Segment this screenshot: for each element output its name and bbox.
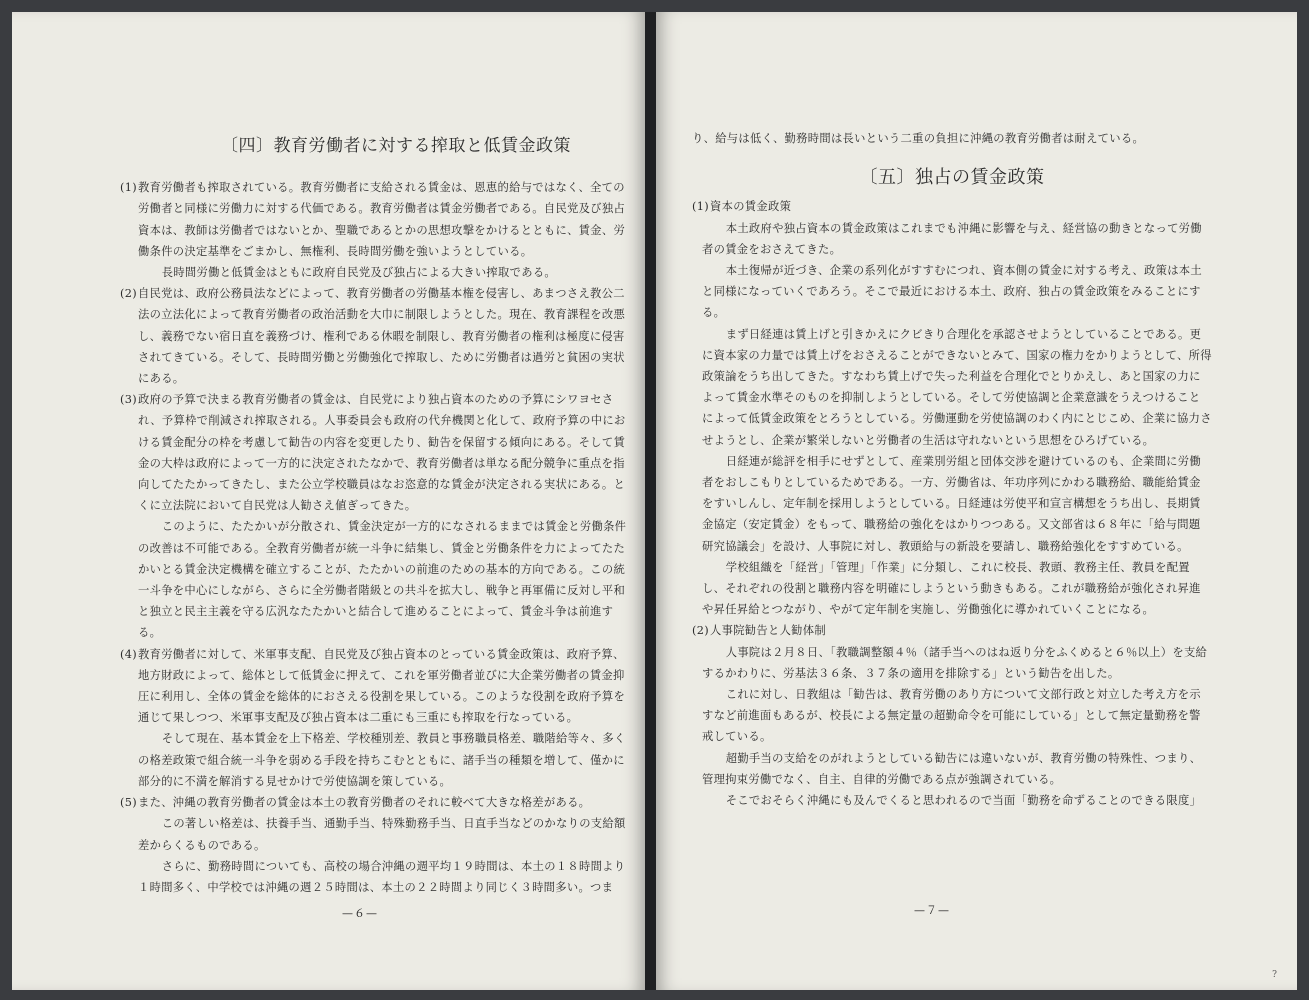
- subsection-number: (1): [692, 200, 709, 214]
- page-number: —６—: [342, 907, 378, 920]
- paragraph-text: また、沖縄の教育労働者の賃金は本土の教育労働者のそれに較べて大きな格差がある。: [138, 796, 591, 810]
- paragraph-text: 本土復帰が近づき、企業の系列化がすすむにつれ、資本側の賃金に対する考え、政策は本土と同様になっていくであろう。そこで最近における本土、政府、独占の賃金政策をみることにする。: [702, 264, 1202, 320]
- section-heading: 〔五〕独占の賃金政策: [859, 167, 1045, 189]
- right-sections: [692, 196, 1212, 811]
- continuation-text: り、給与は低く、勤務時間は長いという二重の負担に沖縄の教育労働者は耐えている。: [692, 132, 1145, 145]
- paragraph-text: まず日経連は賃上げと引きかえにクビきり合理化を承認させようとしていることである。更に資本家の力量では賃上げをおさえることができないとみて、国家の権力をかりようとして、所得政策論をうち出してきた。すなわち賃上げで失った利益を合理化でとりかえし、あと国家の力によって賃金水準そのものを抑制しようとしている。そして労使協調と企業意識をうえつけることによって低賃金政策をとろうとしている。労働運動を労使協調のわく内にとじこめ、企業に協力させようとし、企業が繁栄しないと労働者の生活は守れないという思想をひろげている。: [702, 327, 1212, 447]
- paragraph-text: 人事院は２月８日、「教職調整額４％（諸手当へのはね返り分をふくめると６％以上）を支給するかわりに、労基法３６条、３７条の適用を排除する」という勧告を出した。: [702, 645, 1208, 680]
- paragraph-number: (3): [120, 393, 137, 407]
- paragraph-text: 日経連が総評を相手にせずとして、産業別労組と団体交渉を避けているのも、企業間に労働者をおしこもりとしているためである。一方、労働省は、年功序列にかわる職務給、職能給賃金をすいしんし、定年制を採用しようとしている。日経連は労使平和宣言構想をうち出し、長期賃金協定（安定賃金）をもって、職務給の強化をはかりつつある。又文部省は６８年に「給与問題研究協議会」を設け、人事院に対し、教頭給与の新設を要請し、職務給強化をすすめている。: [702, 454, 1201, 553]
- paragraph-number: (5): [120, 796, 137, 810]
- numbered-paragraph: [120, 283, 632, 389]
- left-page-content: [120, 136, 632, 898]
- right-page: [656, 12, 1297, 990]
- section-heading: 〔四〕教育労働者に対する搾取と低賃金政策: [221, 136, 571, 156]
- left-page: [12, 12, 645, 990]
- page-number: —７—: [914, 904, 950, 917]
- numbered-paragraph: [120, 644, 632, 729]
- paragraph-text: 本土政府や独占資本の賃金政策はこれまでも沖縄に影響を与え、経営協の動きとなって労働者の賃金をおさえてきた。: [702, 221, 1202, 256]
- paragraph-text: これに対し、日教組は「勧告は、教育労働のあり方について文部行政と対立した考え方を示すなど前進面もあるが、校長による無定量の超勤命令を可能にしている」として無定量勤務を警戒している。: [702, 688, 1201, 744]
- paragraph-text: 超勤手当の支給をのがれようとしている勧告には違いないが、教育労働の特殊性、つまり、管理拘束労働でなく、自主、自律的労働である点が強調されている。: [702, 751, 1202, 786]
- paragraph-text: 教育労働者も搾取されている。教育労働者に支給される賃金は、恩恵的給与ではなく、全ての労働者と同様に労働力に対する代価である。教育労働者は賃金労働者である。自民党及び独占資本は、教師は労働者ではないとか、聖職であるとかの思想攻撃をかけるとともに、賃金、労働条件の決定基準をごまかし、無権利、長時間労働を強いようとしている。: [138, 181, 626, 258]
- right-page-content: [692, 128, 1212, 811]
- paragraph-text: 教育労働者に対して、米軍事支配、自民党及び独占資本のとっている賃金政策は、政府予算、地方財政によって、総体として低賃金に押えて、これを軍労働者並びに大企業労働者の賃金抑圧に利用し、全体の賃金を総体的におさえる役割を果している。このような役割を政府予算を通じて果しつつ、米軍事支配及び独占資本は二重にも三重にも搾取を行なっている。: [138, 647, 626, 725]
- paragraph-text: 長時間労働と低賃金はともに政府自民党及び独占による大きい搾取である。: [161, 266, 557, 280]
- paragraph-number: (4): [120, 647, 137, 661]
- paragraph-text: 自民党は、政府公務員法などによって、教育労働者の労働基本権を侵害し、あまつさえ教公二法の立法化によって教育労働者の政治活動を大巾に制限しようとした。現在、教育課程を改悪し、義務でない宿日直を義務づけ、権利である休暇を制限し、教育労働者の権利は極度に侵害されてきている。そして、長時間労働と労働強化で搾取し、ために労働者は過労と貧困の実状にある。: [138, 287, 626, 386]
- paragraph-text: 学校組織を「経営」「管理」「作業」に分類し、これに校長、教頭、教務主任、教員を配置し、それぞれの役割と職務内容を明確にしようという動きもある。これが職務給が強化され昇進や昇任昇給とつながり、やがて定年制を実施し、労働強化に導かれていくことになる。: [702, 560, 1201, 617]
- corner-mark: ?: [1272, 970, 1277, 980]
- paragraph-text: そこでおそらく沖縄にも及んでくると思われるので当面「勤務を命ずることのできる限度」: [725, 794, 1202, 808]
- subsection-title-text: 人事院勧告と人勧体制: [710, 624, 826, 638]
- paragraph-text: そして現在、基本賃金を上下格差、学校種別差、教員と事務職員格差、職階給等々、多くの格差政策で組合統一斗争を弱める手段を持ちこむとともに、諸手当の種類を増して、僅かに部分的に不満を解消する見せかけで労使協調を策している。: [138, 732, 626, 788]
- paragraph-number: (1): [120, 181, 137, 195]
- paragraph-text: この著しい格差は、扶養手当、通勤手当、特殊勤務手当、日直手当などのかなりの支給額差からくるものである。: [138, 817, 626, 852]
- left-sections: [120, 177, 632, 898]
- paragraph-text: さらに、勤務時間についても、高校の場合沖縄の週平均１９時間は、本土の１８時間より１時間多く、中学校では沖縄の週２５時間は、本土の２２時間より同じく３時間多い。つま: [138, 859, 626, 894]
- paragraph-text: このように、たたかいが分散され、賃金決定が一方的になされるままでは賃金と労働条件の改善は不可能である。全教育労働者が統一斗争に結集し、賃金と労働条件を力によってたたかいとる賃金決定機構を確立することが、たたかいの前進のための基本的方向である。この統一斗争を中心にしながら、さらに全労働者階級との共斗を拡大し、戦争と再軍備に反対し平和と独立と民主主義を守る広汎なたたかいと結合して進めることによって、賃金斗争は前進する。: [138, 520, 627, 640]
- paragraph-number: (2): [120, 287, 137, 301]
- subsection-title: [692, 196, 1212, 217]
- subsection-title: [692, 620, 1212, 641]
- numbered-paragraph: [120, 177, 632, 262]
- numbered-paragraph: [120, 389, 632, 516]
- paragraph-text: 政府の予算で決まる教育労働者の賃金は、自民党により独占資本のための予算にシワヨセされ、予算枠で削減され搾取される。人事委員会も政府の代弁機関と化して、政府予算の中における賃金配分の枠を考慮して勧告の内容を変更したり、勧告を保留する傾向にある。そして賃金の大枠は政府によって一方的に決定されたなかで、教育労働者は単なる配分競争に重点を指向してたたかってきたし、また公立学校職員はなお恣意的な賃金が決定される実状にある。とくに立法院において自民党は人勧さえ値ぎってきた。: [138, 393, 626, 513]
- numbered-paragraph: [120, 792, 632, 813]
- subsection-number: (2): [692, 624, 709, 638]
- subsection-title-text: 資本の賃金政策: [710, 200, 792, 214]
- book-gutter: [645, 12, 656, 990]
